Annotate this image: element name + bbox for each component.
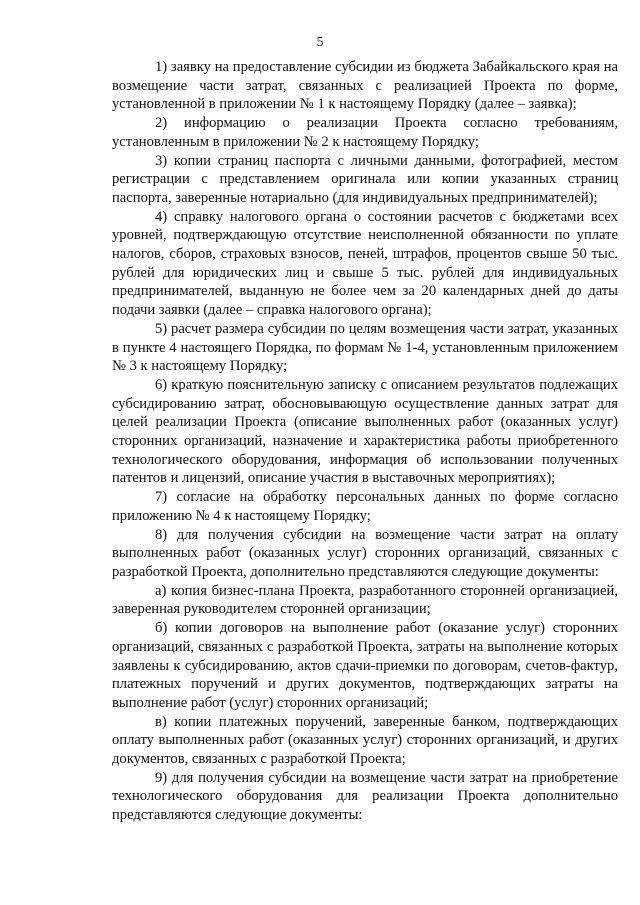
paragraph-subitem-v: в) копии платежных поручений, заверенные банком, подтверждающих оплату выполненных работ (оказанных услуг) сторонних организаций, и других документов, связанных с разработкой Проекта; [112,713,618,768]
paragraph-item-4: 4) справку налогового органа о состоянии расчетов с бюджетами всех уровней, подтверждающую отсутствие неисполненной обязанности по уплате налогов, сборов, страховых взносов, пеней, штрафов, процентов свыше 50 тыс. рублей для юридических лиц и свыше 5 тыс. рублей для индивидуальных предпринимателей, выданную не более чем за 20 календарных дней до даты подачи заявки (далее – справка налогового органа); [112,208,618,319]
paragraph-item-6: 6) краткую пояснительную записку с описанием результатов подлежащих субсидированию затрат, обосновывающую осуществление данных затрат для целей реализации Проекта (описание выполненных работ (оказанных услуг) сторонних организаций, назначение и характеристика работы приобретенного технологического оборудования, информация об использовании полученных патентов и лицензий, описание участия в выставочных мероприятиях); [112,376,618,487]
paragraph-item-2: 2) информацию о реализации Проекта согласно требованиям, установленным в приложении № 2 к настоящему Порядку; [112,115,618,150]
paragraph-item-7: 7) согласие на обработку персональных данных по форме согласно приложению № 4 к настоящему Порядку; [112,489,618,524]
paragraph-item-9: 9) для получения субсидии на возмещение части затрат на приобретение технологического оборудования для реализации Проекта дополнительно представляются следующие документы: [112,769,618,824]
paragraph-item-1: 1) заявку на предоставление субсидии из бюджета Забайкальского края на возмещение части затрат, связанных с реализацией Проекта по форме, установленной в приложении № 1 к настоящему Порядку (далее – заявка); [112,59,618,113]
paragraph-item-8: 8) для получения субсидии на возмещение части затрат на оплату выполненных работ (оказанных услуг) сторонних организаций, связанных с разработкой Проекта, дополнительно представляются следующие документы: [112,526,618,580]
paragraph-subitem-a: а) копия бизнес-плана Проекта, разработанного сторонней организацией, заверенная руководителем сторонней организации; [112,582,618,618]
paragraph-item-3: 3) копии страниц паспорта с личными данными, фотографией, местом регистрации с представлением оригинала или копии указанных страниц паспорта, заверенные нотариально (для индивидуальных предпринимателей); [112,152,618,206]
page-number: 5 [316,35,324,50]
paragraph-subitem-b: б) копии договоров на выполнение работ (оказание услуг) сторонних организаций, связанных с разработкой Проекта, затраты на выполнение которых заявлены к субсидированию, актов сдачи-приемки по договорам, счетов-фактур, платежных поручений и других документов, подтверждающих затраты на выполнение работ (услуг) сторонних организаций; [112,620,618,711]
paragraph-item-5: 5) расчет размера субсидии по целям возмещения части затрат, указанных в пункте 4 настоящего Порядка, по формам № 1-4, установленным приложением № 3 к настоящему Порядку; [112,320,618,375]
document-body [112,58,618,825]
